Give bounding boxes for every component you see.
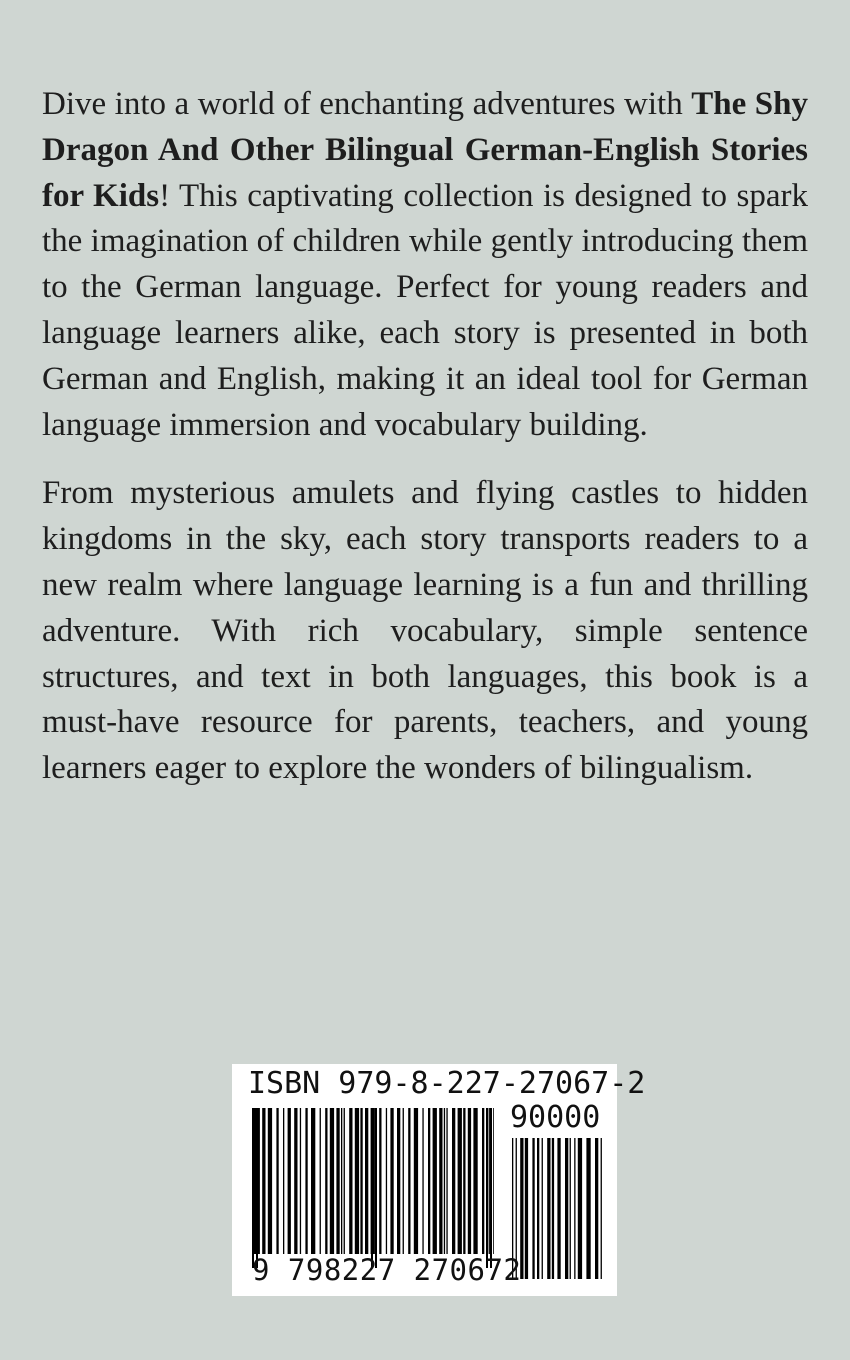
barcode-guard-bar	[486, 1108, 488, 1268]
barcode-bar	[525, 1138, 528, 1279]
blurb-intro-text: Dive into a world of enchanting adventures with	[42, 86, 692, 122]
blurb-paragraph-2: From mysterious amulets and flying castles to hidden kingdoms in the sky, each story transports readers to a new realm where language learning is a fun and thrilling adventure. With rich vocabulary, simple sentence structures, and text in both languages, this book is a must-have resource for parents, teachers, and young learners eager to explore the wonders of bilingualism.	[42, 475, 808, 787]
barcode-bar	[482, 1108, 484, 1254]
barcode-bar	[365, 1108, 368, 1254]
barcode-guard-bar	[375, 1108, 377, 1268]
barcode-bar	[422, 1108, 423, 1254]
barcode-bar	[283, 1108, 284, 1254]
barcode-bar	[547, 1138, 550, 1279]
barcode-bar	[262, 1108, 265, 1254]
barcode-bar	[595, 1138, 598, 1279]
barcode-bar	[300, 1108, 301, 1254]
barcode-bar	[578, 1138, 582, 1279]
barcode-bar	[444, 1108, 445, 1254]
barcode-guard-bar	[490, 1108, 492, 1268]
barcode-bar	[336, 1108, 339, 1254]
barcode-bar	[349, 1108, 352, 1254]
barcode-guard-bar	[252, 1108, 254, 1268]
barcode-bar	[379, 1108, 381, 1254]
barcode-guard-bar	[256, 1108, 258, 1268]
isbn-label: ISBN 979-8-227-27067-2	[248, 1066, 646, 1101]
barcode-bar	[414, 1108, 418, 1254]
barcode-bar	[463, 1108, 465, 1254]
barcode-bar	[386, 1108, 387, 1254]
barcode-bar	[452, 1108, 455, 1254]
barcode-bar	[344, 1108, 345, 1254]
barcode-bar	[537, 1138, 539, 1279]
price-code: 90000	[510, 1100, 601, 1135]
barcode-bar	[473, 1108, 477, 1254]
barcode-bar	[360, 1108, 362, 1254]
barcode-bar	[276, 1108, 278, 1254]
barcode-bar	[294, 1108, 297, 1254]
barcode-bar	[493, 1108, 494, 1254]
barcode-bar	[305, 1108, 307, 1254]
barcode-bar	[428, 1108, 430, 1254]
barcode-bar	[574, 1138, 575, 1279]
barcode-guard-bar	[371, 1108, 373, 1268]
barcode-bar	[403, 1108, 404, 1254]
barcode-bar	[557, 1138, 560, 1279]
barcode-bar	[552, 1138, 554, 1279]
barcode-bar	[268, 1108, 272, 1254]
barcode-bar	[330, 1108, 334, 1254]
barcode-bar	[408, 1108, 410, 1254]
barcode-bar	[458, 1108, 462, 1254]
book-title: The Shy Dragon And Other Bilingual German-English Stories for Kids	[42, 86, 808, 214]
barcode-bar	[325, 1108, 327, 1254]
barcode-bar	[446, 1108, 447, 1254]
barcode-bar	[355, 1108, 359, 1254]
barcode-bar	[489, 1108, 490, 1254]
barcode-bar	[390, 1108, 393, 1254]
barcode-bar	[532, 1138, 534, 1279]
barcode-bar	[433, 1108, 437, 1254]
barcode-bar	[565, 1138, 568, 1279]
barcode-bar	[320, 1108, 321, 1254]
barcode-bar	[397, 1108, 400, 1254]
barcode-bar	[586, 1138, 590, 1279]
blurb-paragraph-1	[42, 82, 808, 448]
blurb-paragraph-1-rest: ! This captivating collection is designed to spark the imagination of children while gently introducing them to the German language. Perfect for young readers and language learners alike, each story is presented in both German and English, making it an ideal tool for German language immersion and vocabulary building.	[42, 177, 808, 443]
barcode-bar	[341, 1108, 342, 1254]
isbn-barcode	[232, 1064, 646, 1296]
barcode-bar	[439, 1108, 442, 1254]
back-cover-blurb	[42, 82, 808, 792]
ean-digits: 9 798227 270672	[252, 1253, 522, 1287]
barcode-bar	[468, 1108, 471, 1254]
barcode-bar	[311, 1108, 315, 1254]
barcode-bar	[542, 1138, 543, 1279]
barcode-bar	[288, 1108, 291, 1254]
barcode-bar	[570, 1138, 571, 1279]
barcode-bar	[601, 1138, 602, 1279]
